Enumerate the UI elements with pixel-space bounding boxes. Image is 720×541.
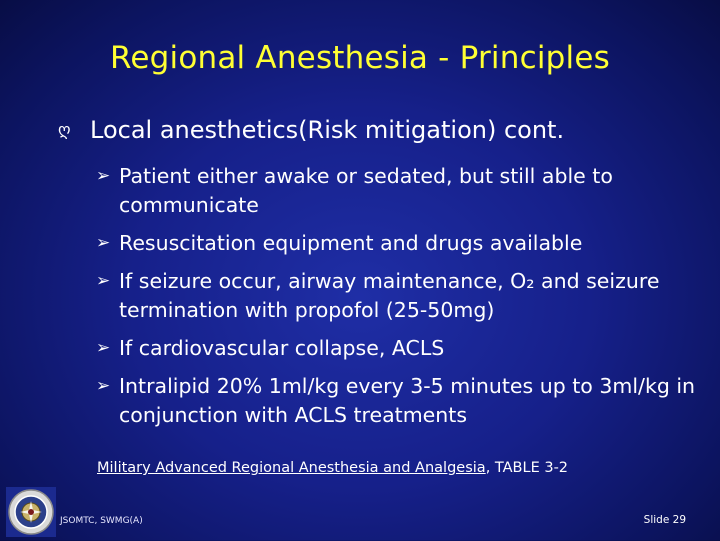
sub-bullet-text: If cardiovascular collapse, ACLS: [119, 336, 445, 360]
reference-separator: ,: [485, 460, 495, 476]
sub-bullet-text: If seizure occur, airway maintenance, O₂ and seizure termination with propofol (25-50mg): [119, 269, 660, 322]
sub-bullet-item: [96, 229, 696, 258]
sub-bullet-text: Resuscitation equipment and drugs available: [119, 231, 583, 255]
sub-bullet-item: [96, 372, 696, 430]
sub-bullet-item: [96, 267, 696, 325]
sub-bullet-list: [96, 162, 696, 439]
sub-bullet-item: [96, 162, 696, 220]
unit-seal-logo-icon: [6, 487, 56, 537]
reference-source: Military Advanced Regional Anesthesia and Analgesia: [97, 460, 486, 476]
main-bullet-text: Local anesthetics(Risk mitigation) cont.: [90, 116, 565, 144]
reference-citation: [97, 460, 568, 476]
slide-number: Slide 29: [643, 514, 686, 526]
slide-title: Regional Anesthesia - Principles: [110, 40, 610, 76]
sub-bullet-item: [96, 334, 696, 363]
footer-organization: JSOMTC, SWMG(A): [60, 516, 143, 526]
arrow-bullet-icon: ➢: [96, 166, 111, 186]
main-bullet: [58, 116, 564, 144]
arrow-bullet-icon: ➢: [96, 233, 111, 253]
reference-table: TABLE 3-2: [494, 460, 569, 476]
flourish-bullet-icon: ღ: [58, 120, 71, 139]
arrow-bullet-icon: ➢: [96, 376, 111, 396]
sub-bullet-text: Patient either awake or sedated, but still able to communicate: [119, 164, 613, 217]
sub-bullet-text: Intralipid 20% 1ml/kg every 3-5 minutes up to 3ml/kg in conjunction with ACLS treatments: [119, 374, 696, 427]
arrow-bullet-icon: ➢: [96, 271, 111, 291]
arrow-bullet-icon: ➢: [96, 338, 111, 358]
